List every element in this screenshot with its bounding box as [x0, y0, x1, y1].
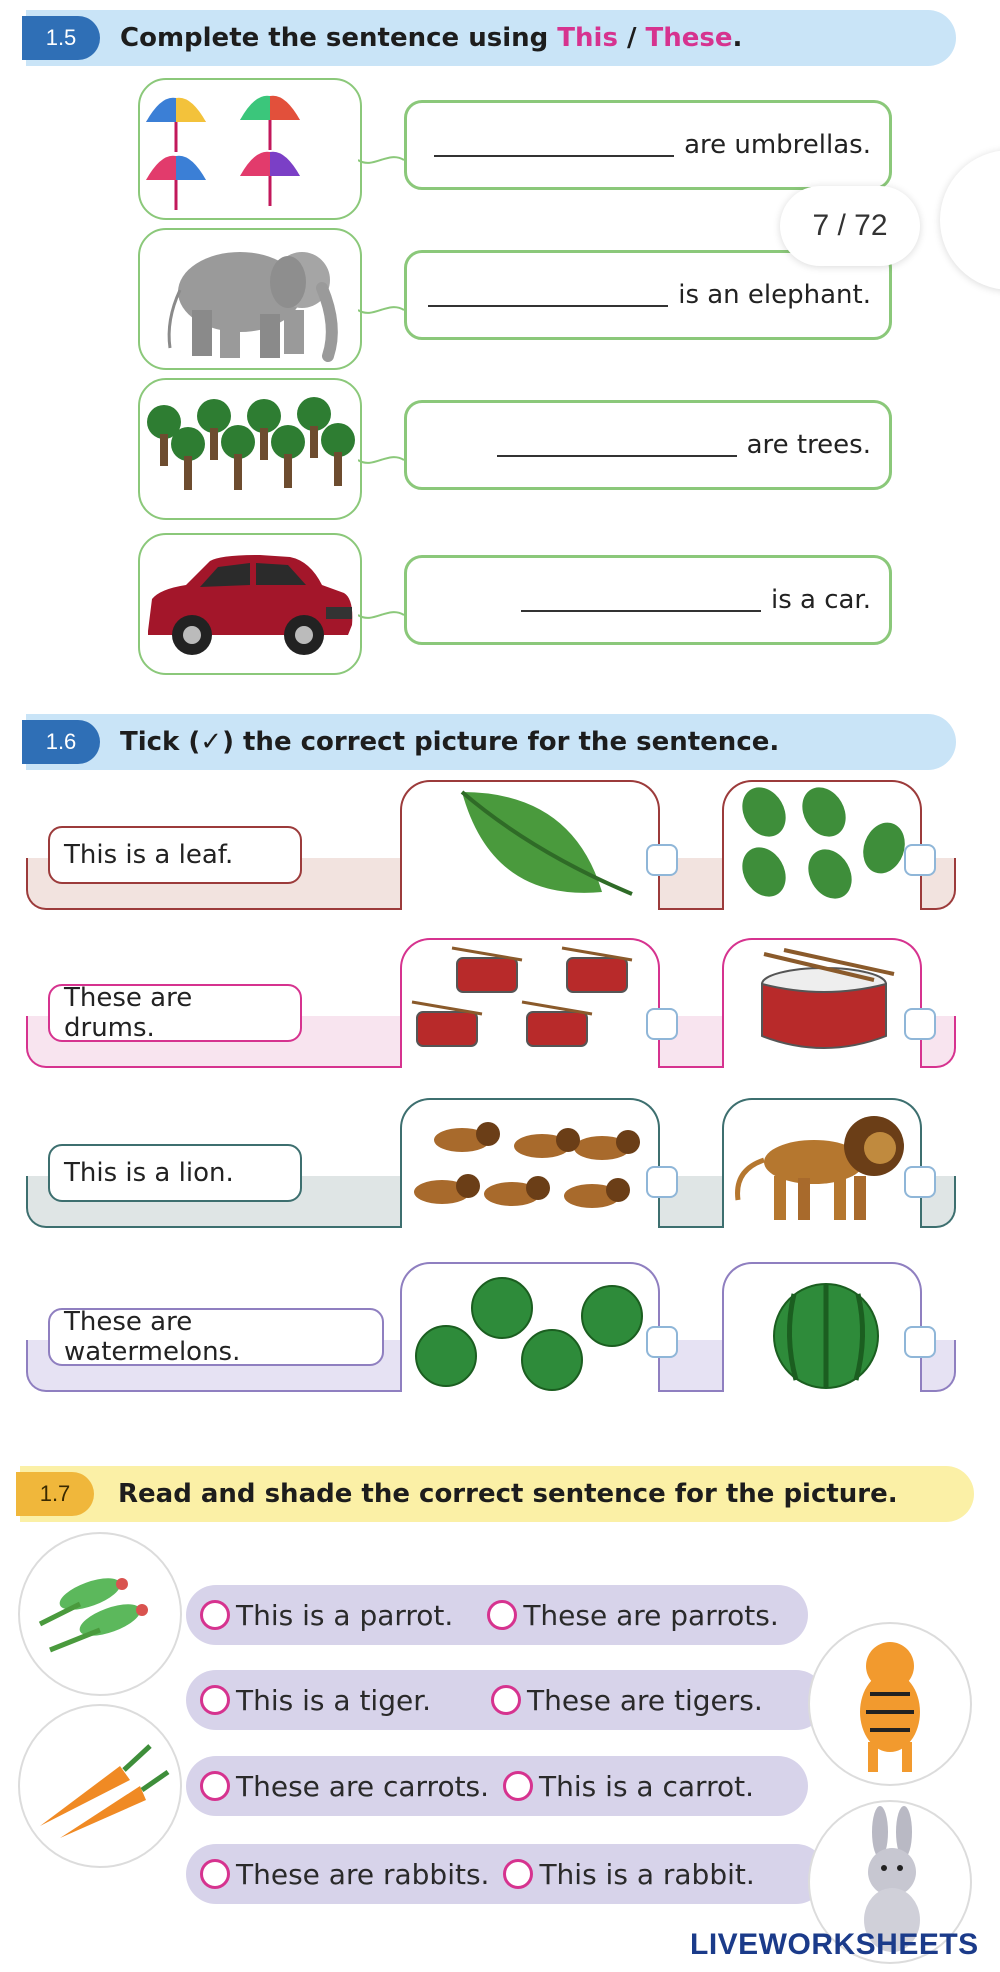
side-menu-button[interactable]: [940, 150, 1000, 290]
tick-checkbox[interactable]: [646, 1166, 678, 1198]
tiger-image: [808, 1622, 972, 1786]
tick-checkbox[interactable]: [904, 1008, 936, 1040]
umbrellas-image: [138, 78, 362, 220]
answer-box-1: are umbrellas.: [404, 100, 892, 190]
trees-image: [138, 378, 362, 520]
radio-icon[interactable]: [200, 1685, 230, 1715]
section-1-6-header: [26, 714, 956, 770]
answer-box-4: is a car.: [404, 555, 892, 645]
answer-blank-1[interactable]: [434, 133, 674, 157]
tick-checkbox[interactable]: [904, 1326, 936, 1358]
shade-option[interactable]: These are carrots.: [200, 1770, 489, 1803]
single-drum-image[interactable]: [722, 938, 922, 1068]
connector-icon: [358, 295, 406, 325]
section-title: Complete the sentence using This / These.: [120, 23, 743, 53]
answer-blank-4[interactable]: [521, 588, 761, 612]
tick-checkbox[interactable]: [646, 1326, 678, 1358]
answer-blank-3[interactable]: [497, 433, 737, 457]
radio-icon[interactable]: [503, 1859, 533, 1889]
single-lion-image[interactable]: [722, 1098, 922, 1228]
parrots-image: [18, 1532, 182, 1696]
connector-icon: [358, 600, 406, 630]
shade-option[interactable]: These are rabbits.: [200, 1858, 489, 1891]
connector-icon: [358, 145, 406, 175]
tick-checkbox[interactable]: [646, 844, 678, 876]
elephant-image: [138, 228, 362, 370]
shade-option[interactable]: This is a rabbit.: [503, 1858, 754, 1891]
tick-checkbox[interactable]: [904, 844, 936, 876]
radio-icon[interactable]: [200, 1859, 230, 1889]
answer-blank-2[interactable]: [428, 283, 668, 307]
many-leaves-image[interactable]: [722, 780, 922, 910]
many-watermelons-image[interactable]: [400, 1262, 660, 1392]
tick-sentence: This is a lion.: [48, 1144, 302, 1202]
page-counter[interactable]: 7 / 72: [780, 186, 920, 266]
brand-logo: LIVEWORKSHEETS: [690, 1928, 979, 1961]
radio-icon[interactable]: [200, 1600, 230, 1630]
carrots-image: [18, 1704, 182, 1868]
tick-checkbox[interactable]: [904, 1166, 936, 1198]
section-number: 1.5: [22, 16, 100, 60]
shade-option[interactable]: This is a carrot.: [503, 1770, 754, 1803]
shade-option[interactable]: These are tigers.: [491, 1684, 763, 1717]
section-number: 1.7: [16, 1472, 94, 1516]
shade-row: [186, 1844, 826, 1904]
radio-icon[interactable]: [503, 1771, 533, 1801]
radio-icon[interactable]: [200, 1771, 230, 1801]
shade-option[interactable]: This is a tiger.: [200, 1684, 431, 1717]
section-1-5-header: [26, 10, 956, 66]
shade-option[interactable]: This is a parrot.: [200, 1599, 453, 1632]
answer-box-3: are trees.: [404, 400, 892, 490]
section-title: Tick (✓) the correct picture for the sentence.: [120, 727, 780, 757]
radio-icon[interactable]: [491, 1685, 521, 1715]
many-drums-image[interactable]: [400, 938, 660, 1068]
shade-row: [186, 1756, 808, 1816]
shade-option[interactable]: These are parrots.: [487, 1599, 778, 1632]
section-title: Read and shade the correct sentence for the picture.: [118, 1479, 898, 1509]
tick-sentence: This is a leaf.: [48, 826, 302, 884]
tick-sentence: These are drums.: [48, 984, 302, 1042]
radio-icon[interactable]: [487, 1600, 517, 1630]
tick-sentence: These are watermelons.: [48, 1308, 384, 1366]
connector-icon: [358, 445, 406, 475]
shade-row: [186, 1585, 808, 1645]
section-number: 1.6: [22, 720, 100, 764]
single-leaf-image[interactable]: [400, 780, 660, 910]
tick-checkbox[interactable]: [646, 1008, 678, 1040]
single-watermelon-image[interactable]: [722, 1262, 922, 1392]
shade-row: [186, 1670, 826, 1730]
answer-box-2: is an elephant.: [404, 250, 892, 340]
many-lions-image[interactable]: [400, 1098, 660, 1228]
car-image: [138, 533, 362, 675]
section-1-7-header: [20, 1466, 974, 1522]
